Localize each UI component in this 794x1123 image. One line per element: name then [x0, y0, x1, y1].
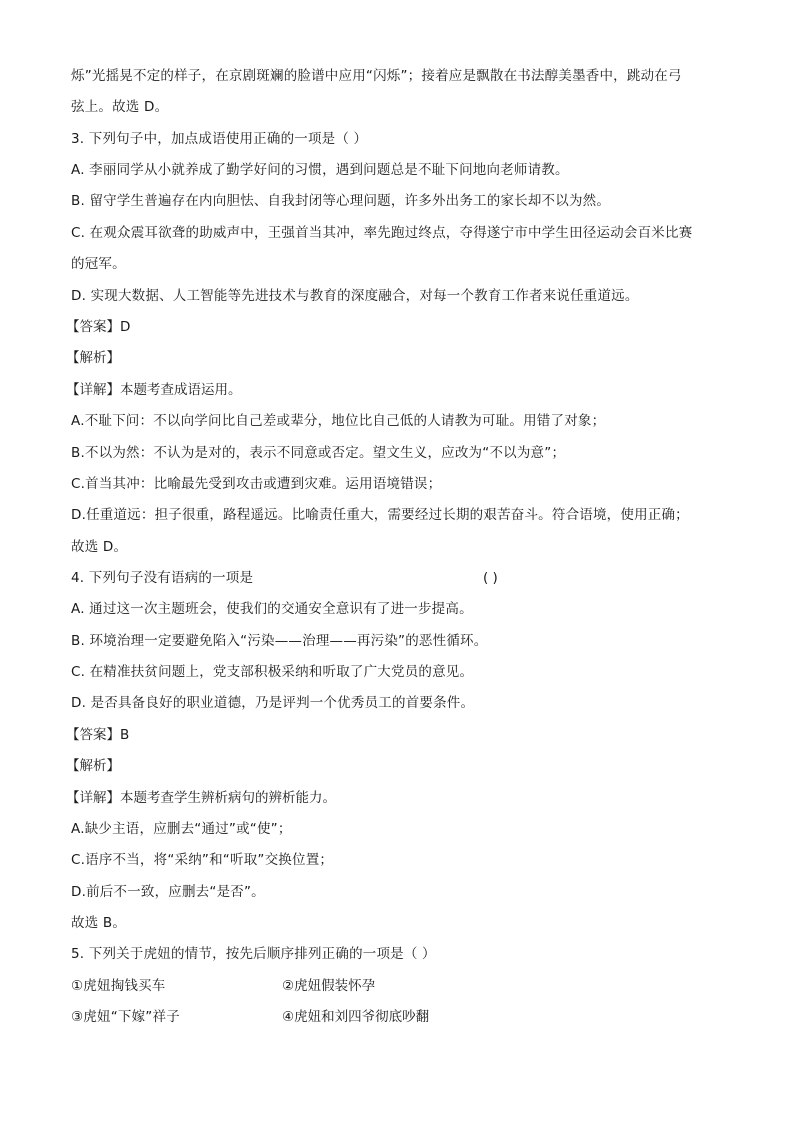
- answer-label-4: 【答案】B: [66, 727, 130, 743]
- question-5-item-3: ③虎妞“下嫁”祥子: [71, 1009, 180, 1025]
- question-3-option-a: A. 李丽同学从小就养成了勤学好问的习惯，遇到问题总是不耻下问地向老师请教。: [71, 162, 569, 178]
- question-3-option-c: C. 在观众震耳欲聋的助威声中，王强首当其冲，率先跑过终点，夺得遂宁市中学生田径运动会百米比赛: [71, 225, 693, 241]
- question-4-paren: ( ): [483, 570, 498, 586]
- explanation-c: C.首当其冲：比喻最先受到攻击或遭到灾难。运用语境错误；: [71, 476, 442, 492]
- question-3-option-c-cont: 的冠军。: [71, 256, 126, 272]
- explanation-a: A.不耻下问：不以向学问比自己差或辈分，地位比自己低的人请教为可耻。用错了对象；: [71, 413, 606, 429]
- detail-label-4: 【详解】本题考查学生辨析病句的辨析能力。: [66, 790, 336, 806]
- explanation-d: D.任重道远：担子很重，路程遥远。比喻责任重大，需要经过长期的艰苦奋斗。符合语境，使用正确；: [71, 507, 689, 523]
- conclusion-4: 故选 B。: [71, 915, 127, 931]
- conclusion-3: 故选 D。: [71, 539, 128, 555]
- question-4-option-d: D. 是否具备良好的职业道德，乃是评判一个优秀员工的首要条件。: [71, 695, 475, 711]
- analysis-label-4: 【解析】: [66, 758, 120, 774]
- question-3-option-b: B. 留守学生普遍存在内向胆怯、自我封闭等心理问题，许多外出务工的家长却不以为然。: [71, 193, 611, 209]
- detail-label: 【详解】本题考查成语运用。: [66, 382, 242, 398]
- analysis-label: 【解析】: [66, 350, 120, 366]
- text-line-1: 烁”光摇晃不定的样子，在京剧斑斓的脸谱中应用“闪烁”；接着应是飘散在书法醇美墨香中，跳动在弓: [71, 68, 682, 84]
- question-5-item-2: ②虎妞假装怀孕: [282, 978, 376, 994]
- explanation-4-c: C.语序不当，将“采纳”和“听取”交换位置；: [71, 852, 334, 868]
- question-4-option-c: C. 在精准扶贫问题上，党支部积极采纳和听取了广大党员的意见。: [71, 664, 474, 680]
- question-5-item-1: ①虎妞掏钱买车: [71, 978, 166, 994]
- explanation-b: B.不以为然：不认为是对的，表示不同意或否定。望文生义，应改为“不以为意”；: [71, 445, 566, 461]
- text-line-2: 弦上。故选 D。: [71, 99, 169, 115]
- question-3-stem: 3. 下列句子中，加点成语使用正确的一项是（ ）: [71, 131, 368, 147]
- explanation-4-a: A.缺少主语，应删去“通过”或“使”；: [71, 821, 292, 837]
- question-4-stem: 4. 下列句子没有语病的一项是: [71, 570, 254, 586]
- question-3-option-d: D. 实现大数据、人工智能等先进技术与教育的深度融合，对每一个教育工作者来说任重道远。: [71, 288, 639, 304]
- explanation-4-d: D.前后不一致，应删去“是否”。: [71, 884, 265, 900]
- question-4-option-a: A. 通过这一次主题班会，使我们的交通安全意识有了进一步提高。: [71, 601, 473, 617]
- question-5-stem: 5. 下列关于虎妞的情节，按先后顺序排列正确的一项是（ ）: [71, 946, 436, 962]
- question-5-item-4: ④虎妞和刘四爷彻底吵翻: [282, 1009, 430, 1025]
- answer-label: 【答案】D: [66, 319, 131, 335]
- question-4-option-b: B. 环境治理一定要避免陷入“污染——治理——再污染”的恶性循环。: [71, 633, 488, 649]
